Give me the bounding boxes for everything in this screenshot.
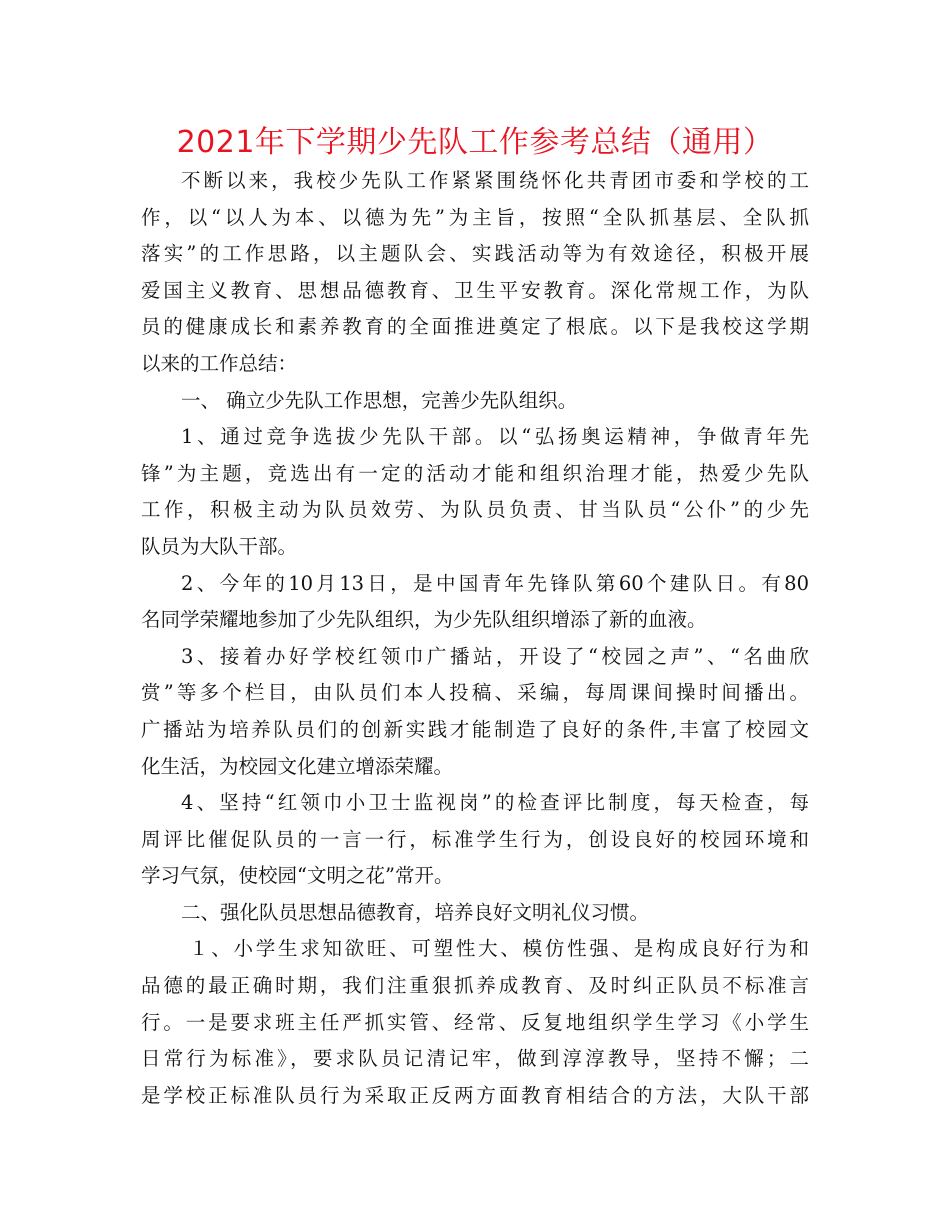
paragraph-line: 2、今年的10月13日，是中国青年先锋队第60个建队日。有80 [181,571,809,595]
paragraph-line: 不断以来，我校少先队工作紧紧围绕怀化共青团市委和学校的工 [181,169,809,192]
paragraph-line: 学习气氛，使校园“文明之花”常开。 [141,864,454,888]
paragraph-line: 名同学荣耀地参加了少先队组织，为少先队组织增添了新的血液。 [141,608,707,632]
paragraph-line: 工作，积极主动为队员效劳、为队员负责、甘当队员“公仆”的少先 [141,498,809,522]
paragraph-line: 品德的最正确时期，我们注重狠抓养成教育、及时纠正队员不标准言 [141,974,809,998]
document-body [141,163,809,1114]
paragraph-line: 赏”等多个栏目，由队员们本人投稿、采编，每周课间操时间播出。 [141,681,809,705]
paragraph-line: 1、通过竞争选拔少先队干部。以“弘扬奥运精神，争做青年先 [181,425,809,449]
paragraph-line: 作，以“以人为本、以德为先”为主旨，按照“全队抓基层、全队抓 [141,205,809,229]
paragraph-line: 爱国主义教育、思想品德教育、卫生平安教育。深化常规工作，为队 [141,278,809,302]
paragraph-line: 日常行为标准》，要求队员记清记牢，做到淳淳教导，坚持不懈；二 [141,1047,809,1071]
paragraph-line: 广播站为培养队员们的创新实践才能制造了良好的条件,丰富了校园文 [141,717,809,741]
paragraph-line: １、小学生求知欲旺、可塑性大、模仿性强、是构成良好行为和 [189,937,809,961]
paragraph-line: 4、坚持“红领巾小卫士监视岗”的检查评比制度，每天检查，每 [181,791,809,815]
section-heading: 一、 确立少先队工作思想，完善少先队组织。 [181,388,578,412]
paragraph-line: 3、接着办好学校红领巾广播站，开设了“校园之声”、“名曲欣 [181,644,809,668]
paragraph-line: 化生活，为校园文化建立增添荣耀。 [141,754,454,778]
paragraph-line: 以来的工作总结： [141,351,298,375]
paragraph-line: 是学校正标准队员行为采取正反两方面教育相结合的方法，大队干部 [141,1083,809,1107]
paragraph-line: 员的健康成长和素养教育的全面推进奠定了根底。以下是我校这学期 [141,315,809,339]
document-title: 2021年下学期少先队工作参考总结（通用） [176,125,774,160]
paragraph-line: 队员为大队干部。 [141,534,298,558]
paragraph-line: 落实”的工作思路，以主题队会、实践活动等为有效途径，积极开展 [141,242,809,266]
section-heading: 二、强化队员思想品德教育，培养良好文明礼仪习惯。 [181,900,650,924]
paragraph-line: 行。一是要求班主任严抓实管、经常、反复地组织学生学习《小学生 [141,1010,809,1034]
paragraph-line: 周评比催促队员的一言一行，标准学生行为，创设良好的校园环境和 [141,827,809,851]
paragraph-line: 锋”为主题，竞选出有一定的活动才能和组织治理才能，热爱少先队 [141,461,809,485]
